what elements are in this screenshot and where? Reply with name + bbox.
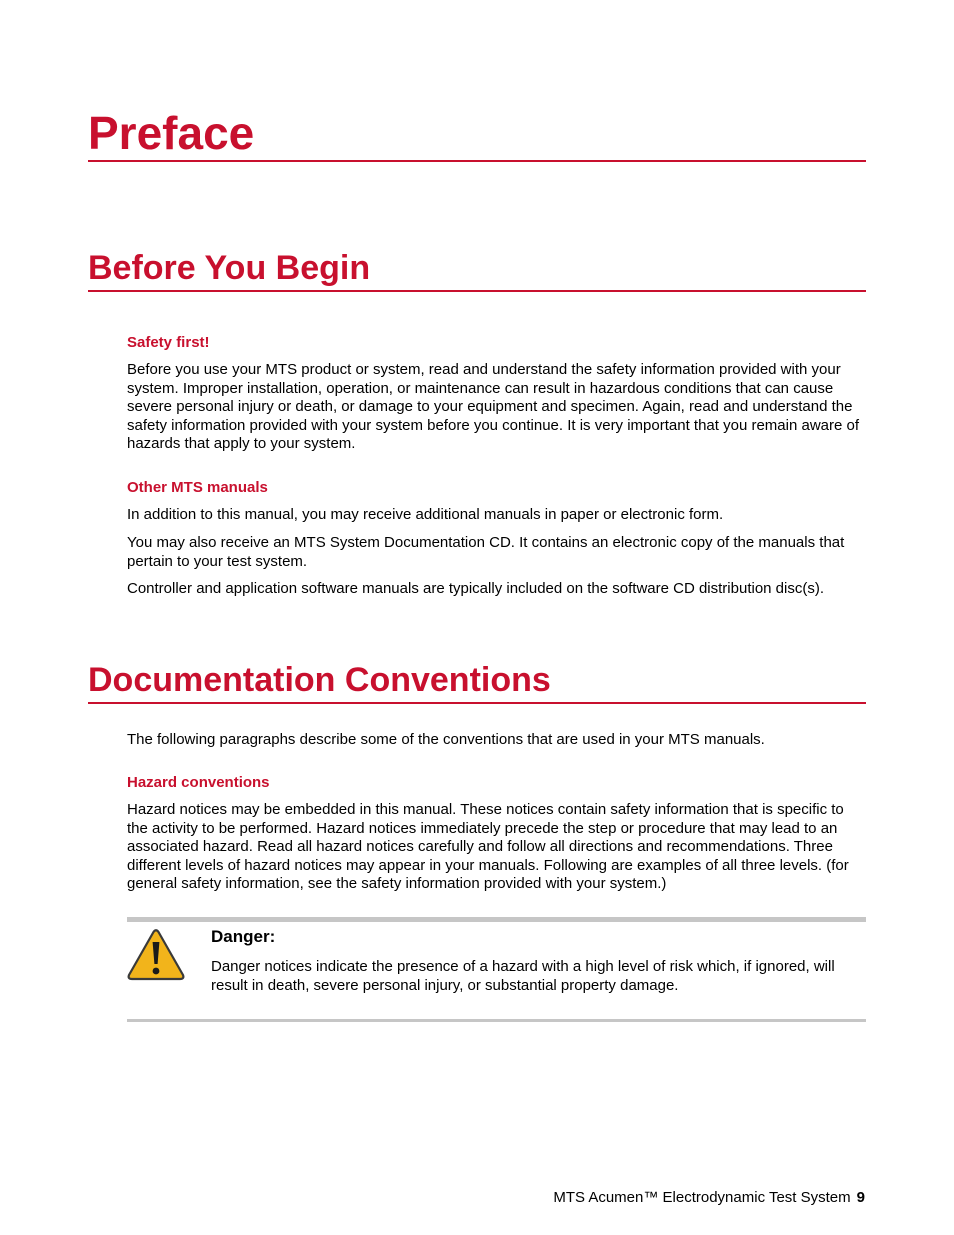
section-rule <box>88 702 866 704</box>
heading-documentation-conventions: Documentation Conventions <box>88 661 551 699</box>
title-rule <box>88 160 866 162</box>
subheading-other-mts-manuals: Other MTS manuals <box>127 479 268 496</box>
section-rule <box>88 290 866 292</box>
subheading-hazard-conventions: Hazard conventions <box>127 774 270 791</box>
danger-label: Danger: <box>211 927 276 946</box>
other-manuals-paragraph-2: You may also receive an MTS System Documentation CD. It contains an electronic copy of the manuals that pertain to your test system. <box>127 534 845 570</box>
conventions-intro: The following paragraphs describe some of the conventions that are used in your MTS manuals. <box>127 731 765 748</box>
other-manuals-paragraph-3: Controller and application software manuals are typically included on the software CD distribution disc(s). <box>127 580 825 597</box>
page-footer <box>553 1189 865 1207</box>
heading-before-you-begin: Before You Begin <box>88 249 371 287</box>
subheading-safety-first: Safety first! <box>127 334 210 351</box>
hazard-conventions-paragraph: Hazard notices may be embedded in this manual. These notices contain safety information that is specific to the activity to be performed. Hazard notices immediately precede the step or procedure that may lead to an associated hazard. Read all hazard notices carefully and follow all directions and recommendations. Three different levels of hazard notices may appear in your manuals. Following are examples of all three levels. (for general safety information, see the safety information provided with your system.) <box>127 801 849 893</box>
safety-first-paragraph: Before you use your MTS product or system, read and understand the safety information provided with your system. Improper installation, operation, or maintenance can result in hazardous conditions that can cause severe personal injury or death, or damage to your equipment and specimen. Again, read and understand the safety information provided with your system before you continue. It is very important that you remain aware of hazards that apply to your system. <box>127 361 860 453</box>
notice-bottom-rule <box>127 1019 866 1022</box>
notice-top-rule <box>127 917 866 922</box>
footer-doc-title: MTS Acumen™ Electrodynamic Test System <box>553 1189 851 1206</box>
page-title: Preface <box>88 107 255 159</box>
danger-notice-text: Danger notices indicate the presence of a hazard with a high level of risk which, if ignored, will result in death, severe personal injury, or substantial property damage. <box>211 958 835 994</box>
other-manuals-paragraph-1: In addition to this manual, you may receive additional manuals in paper or electronic form. <box>127 506 724 523</box>
warning-triangle-icon <box>127 929 185 981</box>
page-number: 9 <box>856 1189 865 1206</box>
